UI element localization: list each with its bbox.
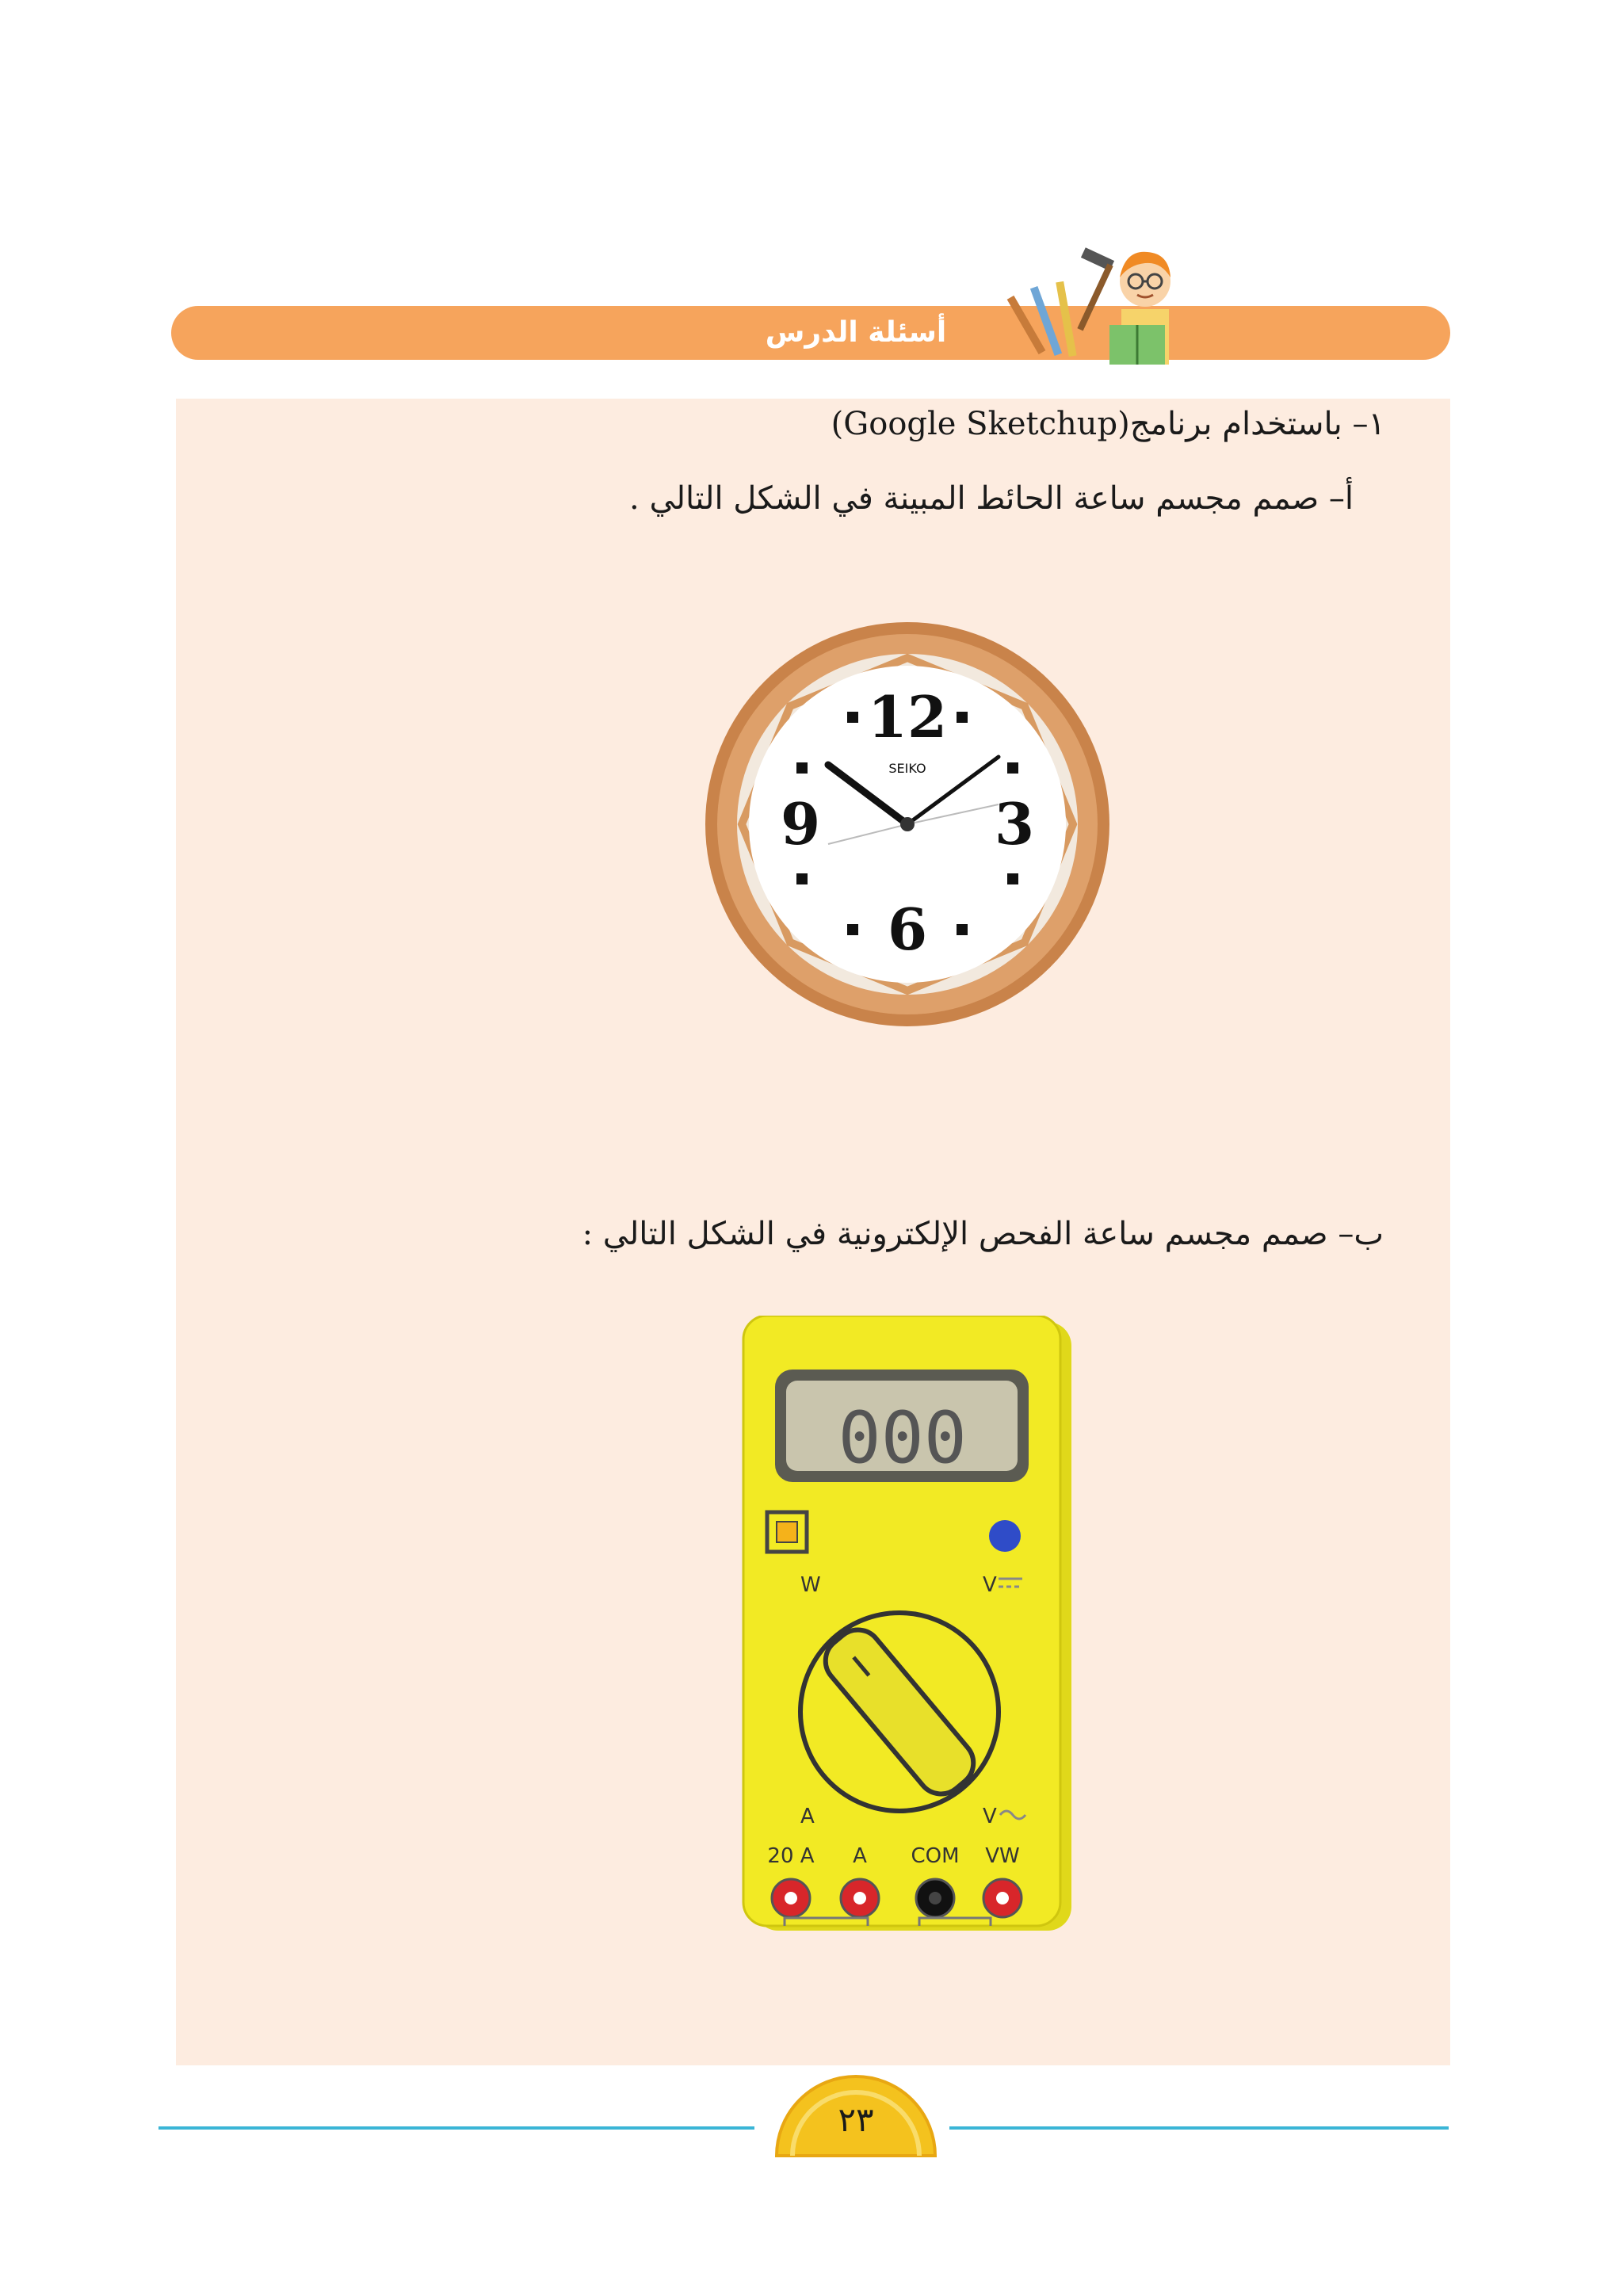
clock-numeral-3: 3 [994,790,1035,858]
wall-clock-illustration [701,618,1113,1030]
footer-line-left [158,2126,754,2130]
footer-line-right [949,2126,1449,2130]
jack-label-a: A [853,1844,867,1868]
tools-icon [1007,247,1114,357]
question-1-a: أ– صمم مجسم ساعة الحائط المبينة في الشكل التالي . [629,480,1354,517]
clock-numeral-12: 12 [867,683,948,751]
clock-numeral-9: 9 [780,790,821,858]
meter-display: 000 [838,1396,967,1480]
multimeter-illustration [737,1316,1086,1950]
jack-label-20a: 20 A [767,1844,815,1868]
section-title: أسئلة الدرس [765,316,947,349]
dial-label-v-dc: V [983,1573,997,1597]
clock-brand: SEIKO [888,761,926,776]
page-number: ٢٣ [838,2100,874,2139]
dial-label-w: W [800,1573,821,1597]
question-1-b: ب– صمم مجسم ساعة الفحص الإلكترونية في الشكل التالي : [582,1216,1384,1252]
clock-numeral-6: 6 [887,896,928,963]
jack-label-com: COM [911,1844,960,1868]
dial-label-v-ac: V [983,1805,997,1828]
student-mascot-illustration [1006,238,1197,365]
jack-label-vw: VW [985,1844,1020,1868]
question-1: ١– باستخدام برنامج(Google Sketchup) [831,406,1385,442]
dial-label-a: A [800,1805,815,1828]
